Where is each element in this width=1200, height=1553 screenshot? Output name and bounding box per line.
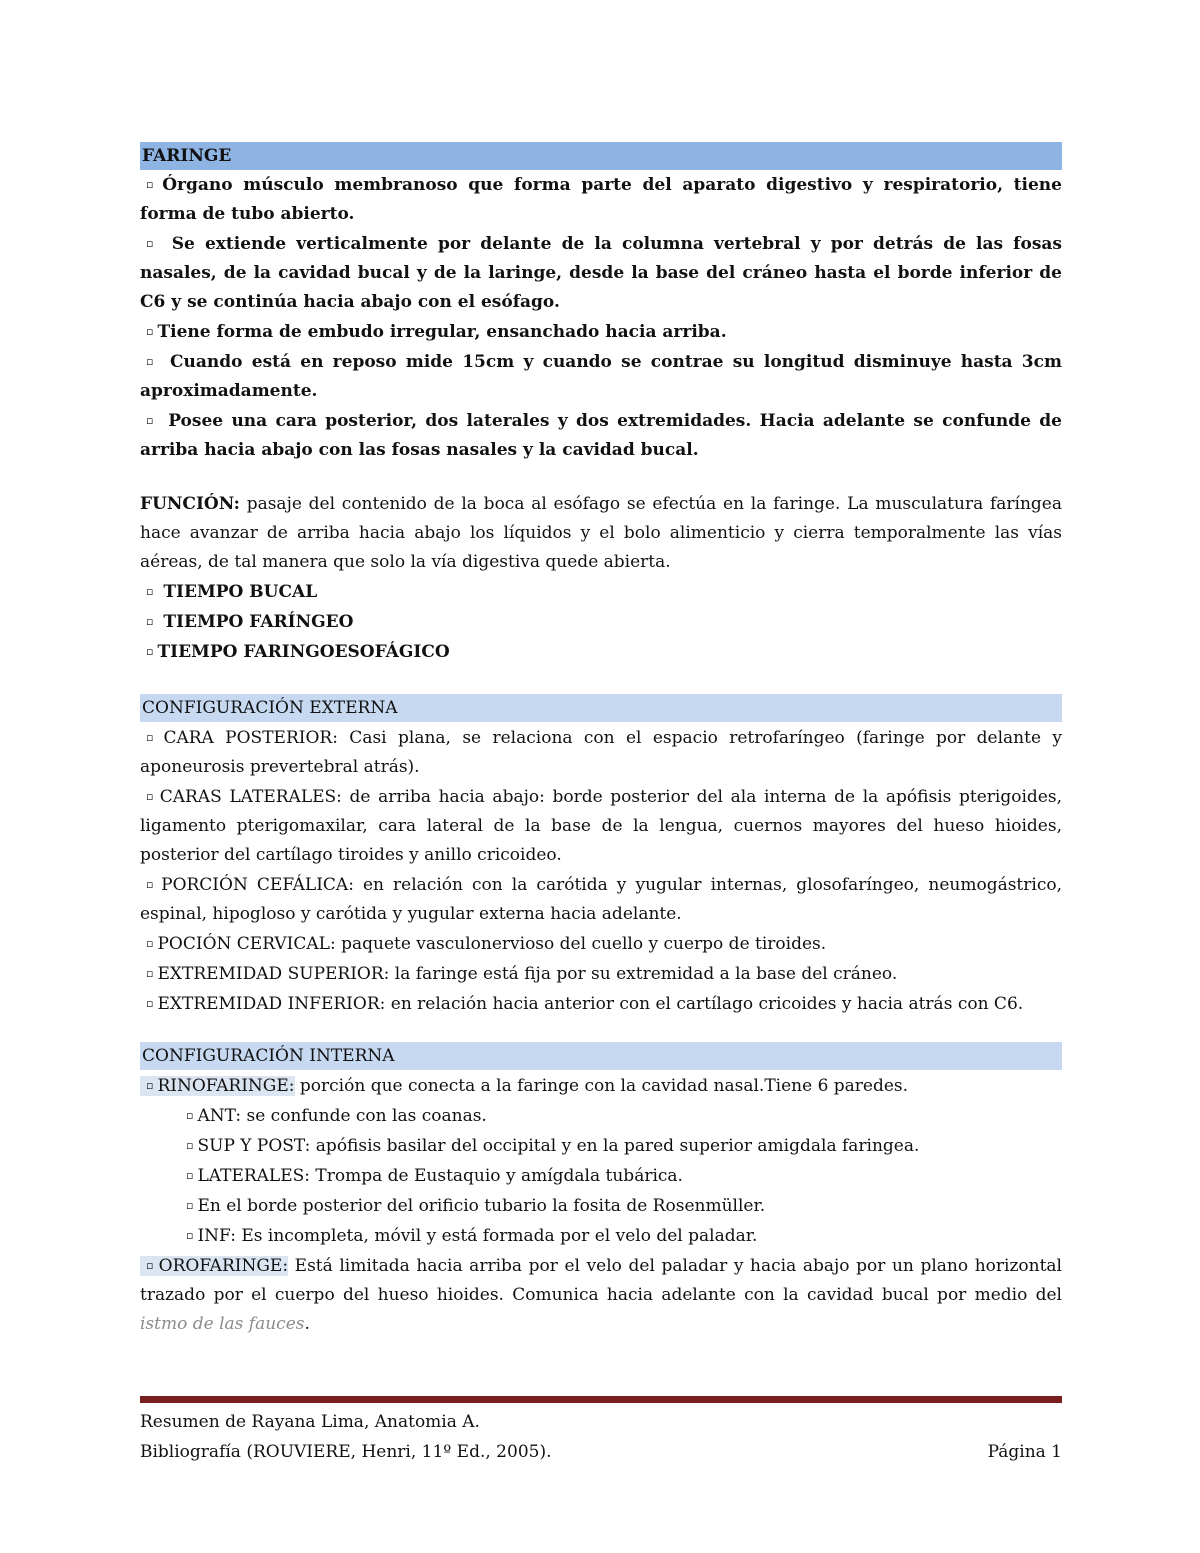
bullet-icon: ▫ (146, 1259, 155, 1272)
bullet-icon: ▫ (146, 790, 156, 803)
bullet-icon: ▫ (186, 1139, 194, 1152)
bullet-icon: ▫ (146, 237, 158, 250)
bullet-icon: ▫ (186, 1229, 194, 1242)
rinofaringe-item: ▫ SUP Y POST: apófisis basilar del occipital y en la pared superior amigdala faringea. (140, 1131, 1062, 1161)
faringe-paragraph: ▫ Posee una cara posterior, dos laterales y dos extremidades. Hacia adelante se confunde de arriba hacia abajo con las fosas nasales y la cavidad bucal. (140, 411, 1062, 460)
externa-content (140, 723, 1062, 1019)
footer-author: Resumen de Rayana Lima, Anatomia A. (140, 1412, 480, 1432)
faringe-paragraph: ▫ Tiene forma de embudo irregular, ensanchado hacia arriba. (140, 317, 1062, 347)
faringe-paragraph: ▫ Se extiende verticalmente por delante de la columna vertebral y por detrás de las fosas nasales, de la cavidad bucal y de la laringe, desde la base del cráneo hasta el borde inferior de C6 y se continúa hacia abajo con el esófago. (140, 234, 1062, 312)
bullet-icon: ▫ (146, 1079, 154, 1092)
bullet-icon: ▫ (146, 997, 154, 1010)
bullet-icon: ▫ (146, 937, 154, 950)
orofaringe-paragraph: ▫ OROFARINGE: Está limitada hacia arriba por el velo del paladar y hacia abajo por un plano horizontal trazado por el cuerpo del hueso hioides. Comunica hacia adelante con la cavidad bucal por medio del istmo de las fauces. (140, 1256, 1062, 1334)
bullet-icon: ▫ (186, 1199, 194, 1212)
externa-item: ▫ PORCIÓN CEFÁLICA: en relación con la carótida y yugular internas, glosofaríngeo, neumogástrico, espinal, hipogloso y carótida y yugular externa hacia adelante. (140, 875, 1062, 924)
orofaringe-label: OROFARINGE: (158, 1256, 289, 1276)
funcion-label: FUNCIÓN: (140, 494, 240, 514)
bullet-icon: ▫ (146, 645, 154, 658)
section-title-faringe: FARINGE (140, 142, 1062, 170)
istmo-link-text: istmo de las fauces (140, 1314, 305, 1334)
rinofaringe-item: ▫ LATERALES: Trompa de Eustaquio y amígdala tubárica. (140, 1161, 1062, 1191)
tiempo-item: ▫ TIEMPO BUCAL (140, 577, 1062, 607)
rinofaringe-item: ▫ En el borde posterior del orificio tubario la fosita de Rosenmüller. (140, 1191, 1062, 1221)
page-number: Página 1 (987, 1442, 1062, 1462)
bullet-icon: ▫ (186, 1169, 194, 1182)
bullet-icon: ▫ (146, 178, 159, 191)
interna-content (140, 1071, 1062, 1339)
externa-item: ▫ EXTREMIDAD INFERIOR: en relación hacia anterior con el cartílago cricoides y hacia atrás con C6. (140, 989, 1062, 1019)
section-title-interna: CONFIGURACIÓN INTERNA (140, 1042, 1062, 1070)
faringe-content (140, 170, 1062, 465)
rinofaringe-paragraph: ▫ RINOFARINGE: porción que conecta a la faringe con la cavidad nasal.Tiene 6 paredes. (140, 1071, 1062, 1101)
faringe-paragraph: ▫ Órgano músculo membranoso que forma parte del aparato digestivo y respiratorio, tiene forma de tubo abierto. (140, 175, 1062, 224)
bullet-icon: ▫ (146, 325, 154, 338)
rinofaringe-label: RINOFARINGE: (157, 1076, 295, 1096)
footer-bibliography: Bibliografía (ROUVIERE, Henri, 11º Ed., 2005). (140, 1442, 552, 1462)
section-title-externa: CONFIGURACIÓN EXTERNA (140, 694, 1062, 722)
bullet-icon: ▫ (146, 414, 156, 427)
rinofaringe-item: ▫ INF: Es incompleta, móvil y está formada por el velo del paladar. (140, 1221, 1062, 1251)
externa-item: ▫ CARAS LATERALES: de arriba hacia abajo: borde posterior del ala interna de la apófisis pterigoides, ligamento pterigomaxilar, cara lateral de la base de la lengua, cuernos mayores del hueso hioides, posterior del cartílago tiroides y anillo cricoideo. (140, 787, 1062, 865)
bullet-icon: ▫ (186, 1109, 194, 1122)
bullet-icon: ▫ (146, 355, 157, 368)
page-footer (140, 1407, 1062, 1467)
rinofaringe-item: ▫ ANT: se confunde con las coanas. (140, 1101, 1062, 1131)
funcion-paragraph: FUNCIÓN: pasaje del contenido de la boca al esófago se efectúa en la faringe. La musculatura faríngea hace avanzar de arriba hacia abajo los líquidos y el bolo alimenticio y cierra temporalmente las vías aéreas, de tal manera que solo la vía digestiva quede abierta. (140, 494, 1062, 572)
externa-item: ▫ CARA POSTERIOR: Casi plana, se relaciona con el espacio retrofaríngeo (faringe por delante y aponeurosis prevertebral atrás). (140, 728, 1062, 777)
funcion-content (140, 490, 1062, 667)
faringe-paragraph: ▫ Cuando está en reposo mide 15cm y cuando se contrae su longitud disminuye hasta 3cm aproximadamente. (140, 352, 1062, 401)
bullet-icon: ▫ (146, 585, 154, 598)
externa-item: ▫ POCIÓN CERVICAL: paquete vasculonervioso del cuello y cuerpo de tiroides. (140, 929, 1062, 959)
footer-divider (140, 1396, 1062, 1403)
bullet-icon: ▫ (146, 615, 154, 628)
bullet-icon: ▫ (146, 731, 160, 744)
externa-item: ▫ EXTREMIDAD SUPERIOR: la faringe está fija por su extremidad a la base del cráneo. (140, 959, 1062, 989)
tiempo-item: ▫ TIEMPO FARÍNGEO (140, 607, 1062, 637)
bullet-icon: ▫ (146, 967, 154, 980)
tiempo-item: ▫ TIEMPO FARINGOESOFÁGICO (140, 637, 1062, 667)
bullet-icon: ▫ (146, 878, 158, 891)
